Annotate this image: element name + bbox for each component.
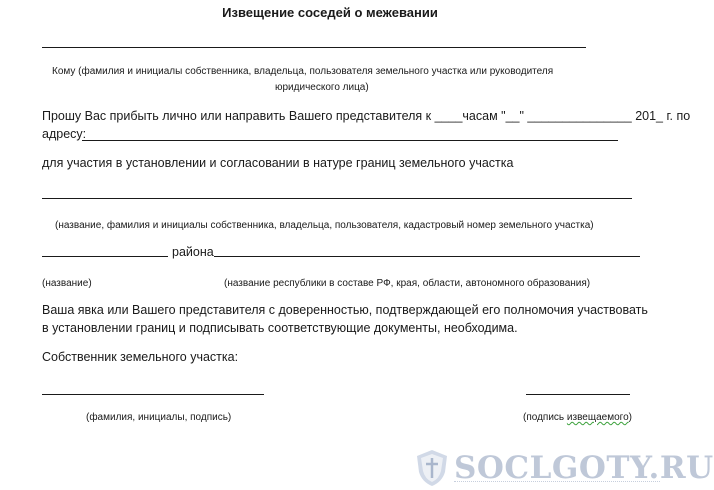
notice-line-1: Ваша явка или Вашего представителя с доверенностью, подтверждающей его полномочия участвовать (42, 303, 648, 317)
sign-hint-right (523, 412, 632, 423)
sign-hint-right-word: извещаемого (566, 412, 629, 423)
region-blank-line (214, 256, 640, 257)
sign-hint-right-open: (подпись (523, 412, 567, 423)
district-label: района (172, 245, 214, 259)
watermark-underline (454, 481, 660, 487)
sign-hint-left: (фамилия, инициалы, подпись) (86, 412, 232, 423)
request-line (42, 109, 690, 123)
site-watermark (410, 448, 714, 488)
owner-hint: (название, фамилия и инициалы собственника, владельца, пользователя, кадастровый номер земельного участка) (55, 220, 594, 231)
watermark-text: SOCLGOTY.RU (454, 450, 714, 486)
request-text-c: 201_ г. по (635, 109, 691, 123)
name-hint: (название) (42, 278, 92, 289)
hours-blank: ____ (434, 109, 463, 123)
sign-hint-right-close: ) (628, 412, 632, 423)
date-blank: _______________ (527, 109, 632, 123)
district-blank-line (42, 256, 168, 257)
request-text-b: часам "__" (462, 109, 524, 123)
request-text-a: Прошу Вас прибыть лично или направить Вашего представителя к (42, 109, 432, 123)
address-label: адресу: (42, 127, 87, 141)
region-hint: (название республики в составе РФ, края, области, автономного образования) (224, 278, 591, 289)
recipient-label-cont: юридического лица) (275, 82, 369, 93)
owner-label: Собственник земельного участка: (42, 350, 239, 364)
address-blank-line (82, 140, 618, 141)
shield-icon (414, 448, 450, 488)
notice-line-2: в установлении границ и подписывать соответствующие документы, необходима. (42, 321, 518, 335)
signature-blank-left (42, 394, 264, 395)
owner-blank-line (42, 198, 632, 199)
recipient-label: Кому (фамилия и инициалы собственника, владельца, пользователя земельного участка или руководителя (52, 66, 554, 77)
recipient-blank-line (42, 47, 586, 48)
signature-blank-right (526, 394, 630, 395)
document-title: Извещение соседей о межевании (222, 5, 438, 20)
purpose-line: для участия в установлении и согласовании в натуре границ земельного участка (42, 156, 514, 170)
